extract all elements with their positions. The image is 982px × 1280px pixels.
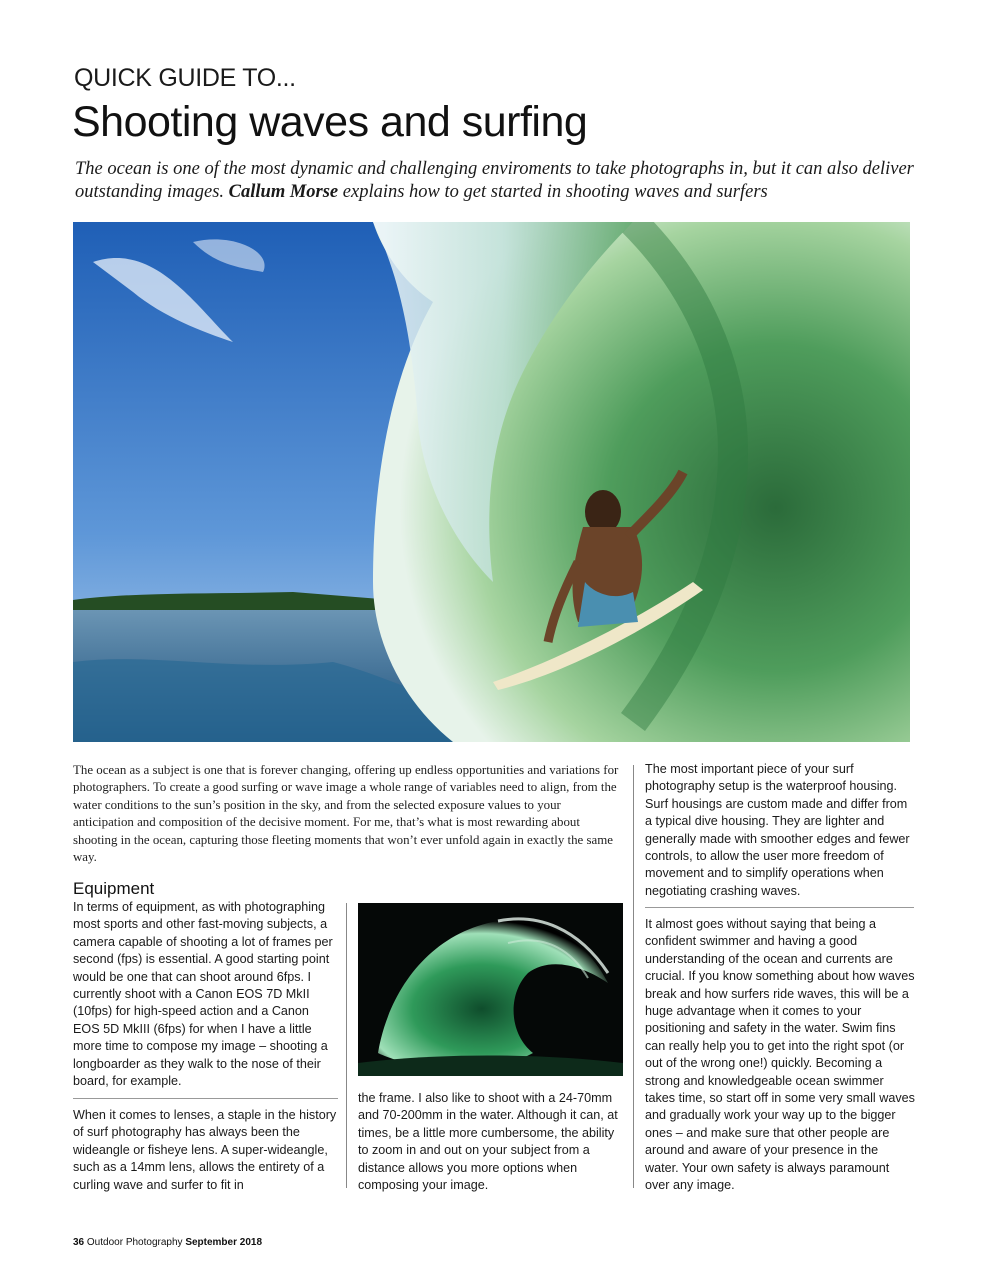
inset-photo-illustration — [358, 903, 623, 1076]
section-kicker: QUICK GUIDE TO... — [74, 64, 296, 92]
equipment-paragraph-2: When it comes to lenses, a staple in the history of surf photography has always been the wideangle or fisheye lens. A super-wideangle, such as a 14mm lens, allows the entirety of a curling wave and surfer to fit in — [73, 1108, 337, 1192]
issue-date: September 2018 — [185, 1237, 263, 1248]
safety-paragraph: It almost goes without saying that being a confident swimmer and having a good understanding of the ocean and currents are crucial. If you know something about how waves break and how surfers ride waves, this will be a huge advantage when it comes to your positioning and safety in the water. Swim fins can really help you to get into the right spot (or out of the wrong one!) quickly. Becoming a strong and knowledgeable ocean swimmer takes time, so start off in some very small waves and gradually work your way up to the bigger ones – and make sure that other people are around and aware of your presence in the water. Your own safety is always paramount over any image. — [645, 917, 915, 1193]
right-column-divider — [645, 907, 914, 908]
column-rule-left — [346, 903, 347, 1188]
page-footer — [73, 1237, 262, 1248]
magazine-name: Outdoor Photography — [86, 1237, 183, 1248]
author-name: Callum Morse — [228, 182, 339, 202]
standfirst-text: The ocean is one of the most dynamic and challenging enviroments to take photographs in, but it can also deliver outstanding images. — [75, 159, 914, 202]
standfirst — [75, 158, 915, 204]
column-rule-right — [633, 765, 634, 1188]
page-number: 36 — [73, 1237, 85, 1248]
hero-photo-surfer-in-barrel — [73, 222, 910, 742]
inset-photo-wave — [358, 903, 623, 1076]
standfirst-text-end: explains how to get started in shooting waves and surfers — [338, 182, 768, 202]
equipment-paragraph-1: In terms of equipment, as with photographing most sports and other fast-moving subjects, a camera capable of shooting a lot of frames per second (fps) is essential. A good starting point would be one that can shoot around 6fps. I currently shoot with a Canon EOS 7D MkII (10fps) for high-speed action and a Canon EOS 5D MkIII (6fps) for when I have a little more time to compose my image – shooting a longboarder as they walk to the nose of their board, for example. — [73, 900, 333, 1089]
page-title: Shooting waves and surfing — [72, 98, 588, 146]
intro-paragraph: The ocean as a subject is one that is forever changing, offering up endless opportunities and variations for photographers. To create a good surfing or wave image a whole range of variables need to align, from the water conditions to the sun’s position in the sky, and from the selected exposure values to your anticipation and composition of the decisive moment. For me, that’s what is most rewarding about shooting in the ocean, capturing those fleeting moments that won’t ever unfold again in exactly the same way. — [73, 763, 619, 865]
middle-column-text: the frame. I also like to shoot with a 24-70mm and 70-200mm in the water. Although it can, at times, be a little more cumbersome, the ability to zoom in and out on your subject from a distance allows you more options when composing your image. — [358, 1091, 618, 1193]
equipment-heading: Equipment — [73, 879, 155, 898]
column-divider — [73, 1098, 338, 1099]
hero-photo-illustration — [73, 222, 910, 742]
housing-paragraph: The most important piece of your surf photography setup is the waterproof housing. Surf housings are custom made and differ from a typical dive housing. They are lighter and generally made with smoother edges and fewer controls, to allow the user more freedom of movement and to simplify operations when negotiating crashing waves. — [645, 762, 910, 898]
